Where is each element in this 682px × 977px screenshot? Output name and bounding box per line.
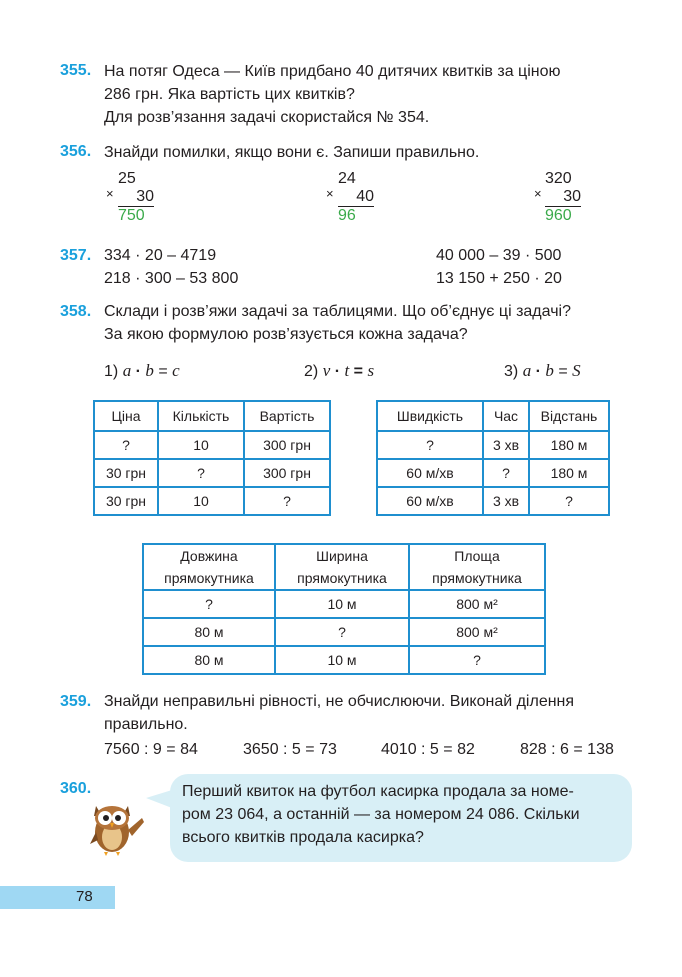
multiply-sign: × bbox=[106, 186, 114, 201]
table-cell: 800 м² bbox=[409, 590, 545, 618]
problem-360-text bbox=[182, 780, 580, 849]
table-row bbox=[94, 431, 330, 459]
table-cell: 3 хв bbox=[483, 487, 529, 515]
table-cell: 800 м² bbox=[409, 618, 545, 646]
table-cell: 180 м bbox=[529, 459, 609, 487]
problem-number-360: 360. bbox=[60, 780, 92, 797]
header-line: Довжина bbox=[180, 548, 238, 564]
speech-bubble-tail bbox=[146, 790, 172, 808]
multiply-sign: × bbox=[534, 186, 542, 201]
multiplication-3 bbox=[534, 170, 581, 225]
table-cell: 80 м bbox=[143, 646, 275, 674]
table-cell: 60 м/хв bbox=[377, 459, 483, 487]
factor-a: 24 bbox=[338, 170, 356, 187]
header-line: прямокутника bbox=[432, 570, 522, 586]
multiplication-1 bbox=[106, 170, 154, 225]
formula-1 bbox=[104, 361, 180, 381]
product-result: 96 bbox=[338, 207, 356, 224]
equation: 3650 : 5 = 73 bbox=[243, 741, 337, 758]
formula-index: 1) bbox=[104, 363, 119, 380]
table-header: Ціна bbox=[94, 401, 158, 431]
formula-var: s bbox=[367, 361, 375, 380]
page-number: 78 bbox=[76, 888, 93, 905]
factor-b: 40 bbox=[338, 188, 374, 207]
expression: 40 000 – 39 · 500 bbox=[436, 247, 562, 264]
table-cell: 10 bbox=[158, 487, 244, 515]
formula-var: v bbox=[322, 361, 331, 380]
table-cell: ? bbox=[409, 646, 545, 674]
problem-357-left bbox=[104, 244, 238, 290]
product-result: 750 bbox=[118, 207, 145, 224]
text-line: Склади і розв’яжи задачі за таблицями. Що об’єднує ці задачі? bbox=[104, 303, 571, 320]
problem-355-text bbox=[104, 60, 560, 129]
table-cell: ? bbox=[275, 618, 409, 646]
formula-op: · bbox=[135, 363, 141, 380]
factor-a: 320 bbox=[545, 170, 572, 187]
table-cell: 10 м bbox=[275, 590, 409, 618]
problem-number-355: 355. bbox=[60, 62, 92, 79]
table-cell: ? bbox=[143, 590, 275, 618]
table-cell: 30 грн bbox=[94, 459, 158, 487]
product-result: 960 bbox=[545, 207, 572, 224]
equation: 7560 : 9 = 84 bbox=[104, 741, 198, 758]
table-row bbox=[377, 459, 609, 487]
table-cell: ? bbox=[377, 431, 483, 459]
problem-number-356: 356. bbox=[60, 143, 92, 160]
table-cell: ? bbox=[244, 487, 330, 515]
text-line: 286 грн. Яка вартість цих квитків? bbox=[104, 86, 355, 103]
table-price-quantity-cost bbox=[93, 400, 331, 516]
page-number-bar bbox=[0, 886, 115, 909]
expression: 218 · 300 – 53 800 bbox=[104, 270, 239, 287]
text-line: Для розв’язання задачі скористайся № 354. bbox=[104, 109, 430, 126]
table-row bbox=[377, 487, 609, 515]
formula-eq: = bbox=[353, 363, 363, 380]
formula-var: t bbox=[344, 361, 350, 380]
text-line: Перший квиток на футбол касирка продала за номе- bbox=[182, 783, 574, 800]
table-cell: 60 м/хв bbox=[377, 487, 483, 515]
table-row bbox=[143, 618, 545, 646]
factor-a: 25 bbox=[118, 170, 136, 187]
problem-number-359: 359. bbox=[60, 693, 92, 710]
table-cell: ? bbox=[158, 459, 244, 487]
header-line: Площа bbox=[454, 548, 500, 564]
table-header bbox=[275, 544, 409, 590]
formula-index: 3) bbox=[504, 363, 519, 380]
formula-var: b bbox=[145, 361, 154, 380]
header-line: Ширина bbox=[316, 548, 368, 564]
owl-icon bbox=[84, 796, 148, 858]
formula-eq: = bbox=[558, 363, 568, 380]
table-row bbox=[94, 487, 330, 515]
table-cell: 300 грн bbox=[244, 459, 330, 487]
table-cell: ? bbox=[94, 431, 158, 459]
text-line: За якою формулою розв’язується кожна задача? bbox=[104, 326, 468, 343]
formula-eq: = bbox=[158, 363, 168, 380]
table-cell: ? bbox=[529, 487, 609, 515]
expression: 13 150 + 250 · 20 bbox=[436, 270, 562, 287]
table-header bbox=[409, 544, 545, 590]
table-cell: 3 хв bbox=[483, 431, 529, 459]
factor-b: 30 bbox=[545, 188, 581, 207]
table-cell: 180 м bbox=[529, 431, 609, 459]
table-header bbox=[143, 544, 275, 590]
problem-356-text: Знайди помилки, якщо вони є. Запиши правильно. bbox=[104, 144, 480, 161]
text-line: Знайди неправильні рівності, не обчислюючи. Виконай ділення bbox=[104, 693, 575, 710]
formula-var: S bbox=[572, 361, 581, 380]
table-row bbox=[94, 459, 330, 487]
formula-op: · bbox=[535, 363, 541, 380]
multiply-sign: × bbox=[326, 186, 334, 201]
text-line: На потяг Одеса — Київ придбано 40 дитячих квитків за ціною bbox=[104, 63, 561, 80]
formula-3 bbox=[504, 361, 581, 381]
header-line: прямокутника bbox=[297, 570, 387, 586]
problem-357-right bbox=[436, 244, 562, 290]
table-header: Швидкість bbox=[377, 401, 483, 431]
table-cell: ? bbox=[483, 459, 529, 487]
table-cell: 30 грн bbox=[94, 487, 158, 515]
formula-var: a bbox=[522, 361, 532, 380]
formula-var: b bbox=[545, 361, 554, 380]
factor-b: 30 bbox=[118, 188, 154, 207]
table-cell: 80 м bbox=[143, 618, 275, 646]
table-cell: 10 м bbox=[275, 646, 409, 674]
text-line: всього квитків продала касирка? bbox=[182, 829, 424, 846]
table-header: Відстань bbox=[529, 401, 609, 431]
table-cell: 300 грн bbox=[244, 431, 330, 459]
problem-number-357: 357. bbox=[60, 247, 92, 264]
expression: 334 · 20 – 4719 bbox=[104, 247, 217, 264]
formula-index: 2) bbox=[304, 363, 319, 380]
formula-var: a bbox=[122, 361, 132, 380]
formula-2 bbox=[304, 361, 374, 381]
table-header: Вартість bbox=[244, 401, 330, 431]
table-header: Кількість bbox=[158, 401, 244, 431]
equation: 4010 : 5 = 82 bbox=[381, 741, 475, 758]
table-speed-time-distance bbox=[376, 400, 610, 516]
table-header: Час bbox=[483, 401, 529, 431]
equation: 828 : 6 = 138 bbox=[520, 741, 614, 758]
table-row bbox=[143, 590, 545, 618]
problem-358-text bbox=[104, 300, 571, 346]
header-line: прямокутника bbox=[164, 570, 254, 586]
table-row bbox=[143, 646, 545, 674]
table-row bbox=[377, 431, 609, 459]
text-line: ром 23 064, а останній — за номером 24 086. Скільки bbox=[182, 806, 580, 823]
multiplication-2 bbox=[326, 170, 374, 225]
text-line: правильно. bbox=[104, 716, 188, 733]
problem-number-358: 358. bbox=[60, 303, 92, 320]
table-cell: 10 bbox=[158, 431, 244, 459]
formula-op: · bbox=[334, 363, 341, 380]
formula-var: c bbox=[172, 361, 180, 380]
table-rectangle-area bbox=[142, 543, 546, 675]
problem-359-text bbox=[104, 690, 574, 736]
